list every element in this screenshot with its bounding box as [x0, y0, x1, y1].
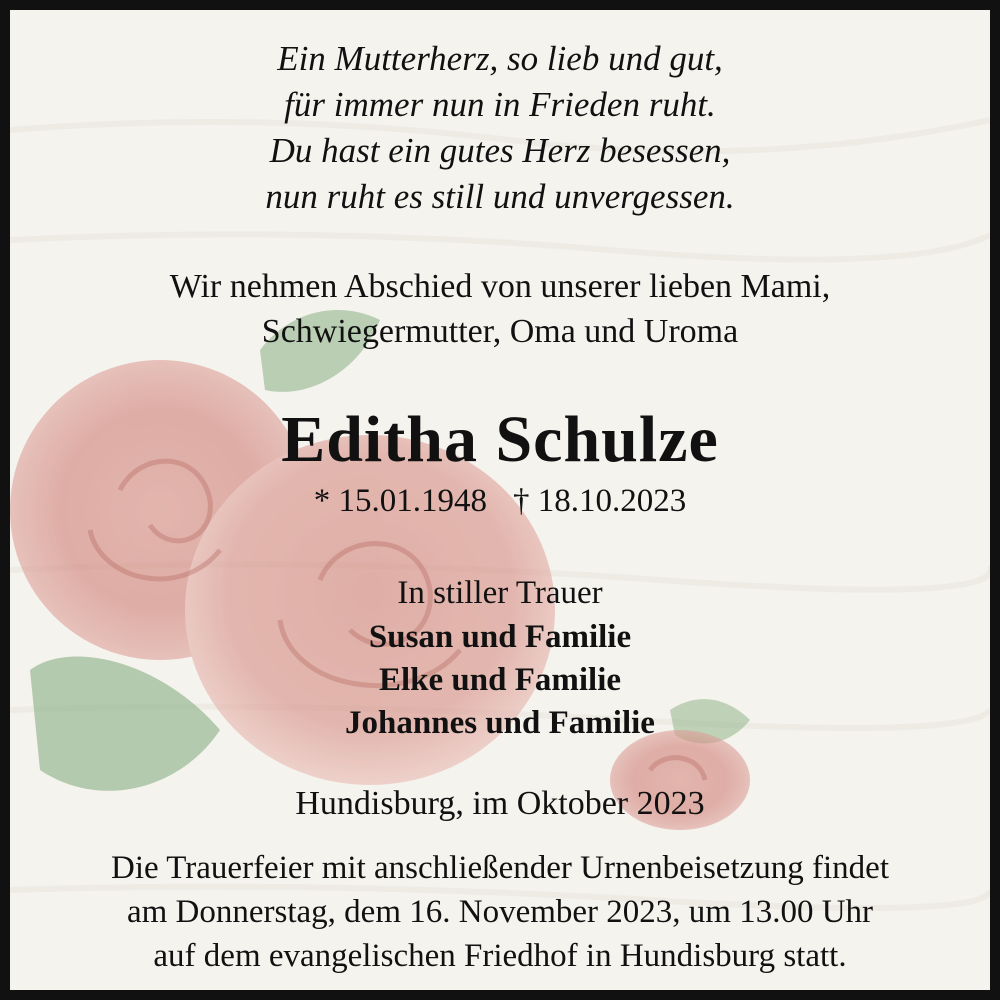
farewell-intro — [10, 264, 990, 354]
poem-line: Du hast ein gutes Herz besessen, — [269, 131, 731, 170]
mourning-heading: In stiller Trauer — [397, 575, 603, 611]
mourner-family: Susan und Familie — [368, 619, 632, 655]
mourner-list — [10, 616, 990, 745]
service-line: am Donnerstag, dem 16. November 2023, um 13.00 Uhr — [126, 894, 874, 930]
mourner-family: Johannes und Familie — [345, 705, 655, 741]
service-line: auf dem evangelischen Friedhof in Hundisburg statt. — [153, 938, 847, 974]
death-date: † 18.10.2023 — [513, 483, 687, 519]
funeral-service-info — [10, 846, 990, 978]
mourner-family: Elke und Familie — [378, 662, 622, 698]
service-line: Die Trauerfeier mit anschließender Urnenbeisetzung findet — [111, 850, 889, 886]
poem-line: nun ruht es still und unvergessen. — [265, 177, 735, 216]
place-and-date: Hundisburg, im Oktober 2023 — [295, 785, 705, 822]
poem-line: für immer nun in Frieden ruht. — [284, 85, 716, 124]
poem-line: Ein Mutterherz, so lieb und gut, — [277, 39, 723, 78]
memorial-poem — [10, 36, 990, 220]
intro-line: Schwiegermutter, Oma und Uroma — [261, 313, 739, 350]
intro-line: Wir nehmen Abschied von unserer lieben Mami, — [169, 268, 831, 305]
life-dates — [10, 480, 990, 522]
birth-date: * 15.01.1948 — [313, 483, 487, 519]
deceased-name: Editha Schulze — [281, 403, 719, 476]
